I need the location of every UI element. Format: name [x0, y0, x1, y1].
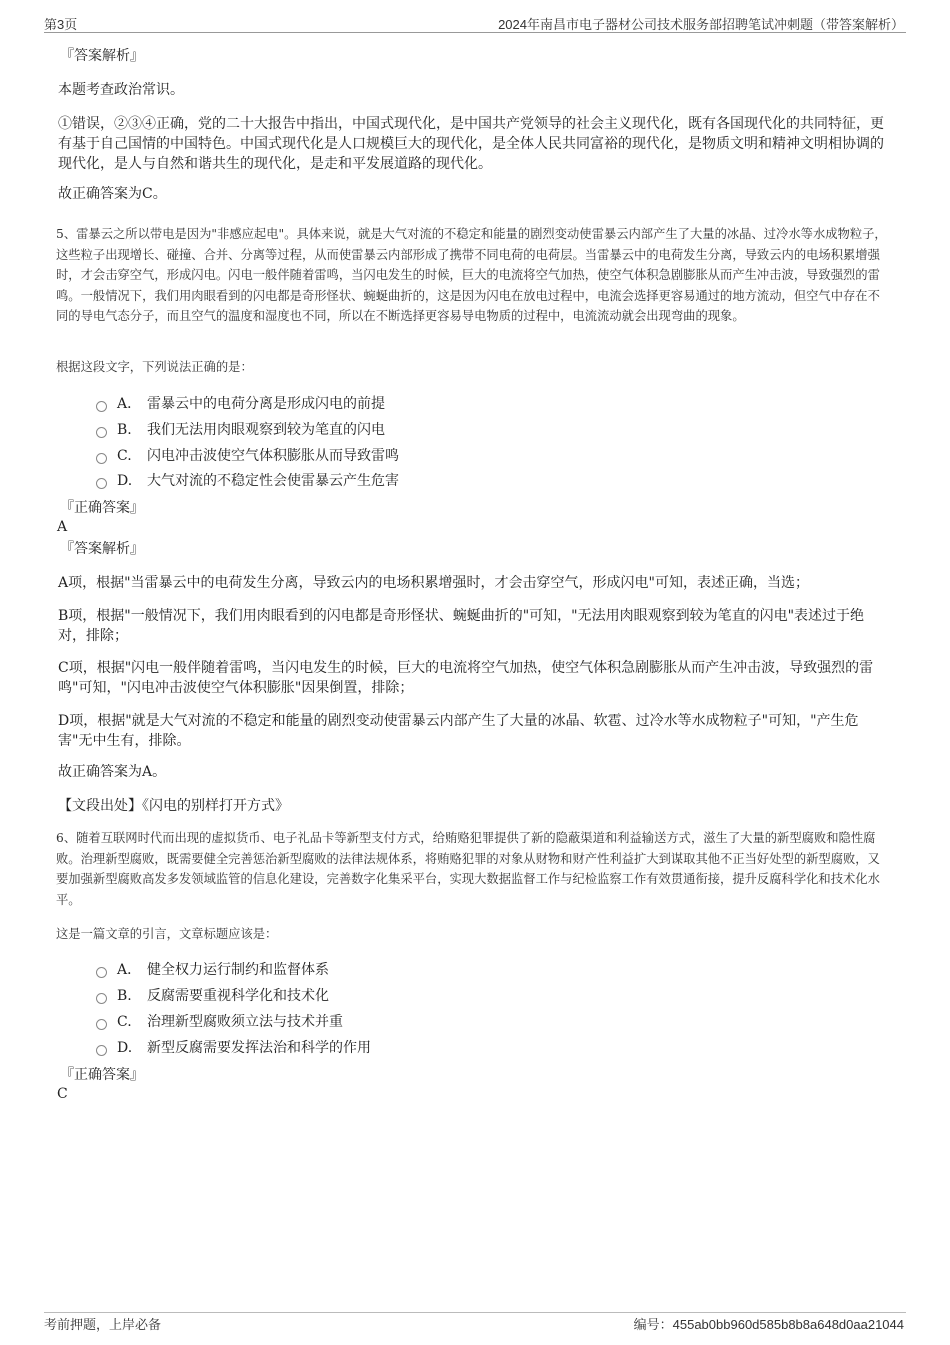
analysis-b: B项，根据"一般情况下，我们用肉眼看到的闪电都是奇形怪状、蜿蜒曲折的"可知，"无法用肉眼观察到较为笔直的闪电"表述过于绝对，排除； — [58, 608, 865, 644]
option-c[interactable]: C. 治理新型腐败须立法与技术并重 — [96, 1012, 343, 1032]
conclusion: 故正确答案为C。 — [58, 186, 167, 202]
option-a[interactable]: A． 雷暴云中的电荷分离是形成闪电的前提 — [96, 394, 385, 414]
radio-icon[interactable] — [96, 967, 107, 978]
analysis-c: C项，根据"闪电一般伴随着雷鸣，当闪电发生的时候，巨大的电流将空气加热，使空气体积急剧膨胀从而产生冲击波，导致强烈的雷鸣"可知，"闪电冲击波使空气体积膨胀"因果倒置，排除； — [58, 660, 874, 696]
analysis-text: ①错误，②③④正确，党的二十大报告中指出，中国式现代化，是中国共产党领导的社会主义现代化，既有各国现代化的共同特征，更有基于自己国情的中国特色。中国式现代化是人口规模巨大的现代化，是全体人民共同富裕的现代化，是物质文明和精神文明相协调的现代化，是人与自然和谐共生的现代化，是走和平发展道路的现代化。 — [58, 116, 884, 172]
answer-label: 『正确答案』 — [60, 1067, 144, 1083]
correct-answer: C — [57, 1086, 68, 1102]
radio-icon[interactable] — [96, 427, 107, 438]
option-d[interactable]: D. 大气对流的不稳定性会使雷暴云产生危害 — [96, 471, 399, 491]
footer-divider — [44, 1312, 906, 1313]
question-6-prompt: 这是一篇文章的引言，文章标题应该是： — [56, 927, 278, 941]
option-a[interactable]: A． 健全权力运行制约和监督体系 — [96, 960, 329, 980]
source: 【文段出处】《闪电的别样打开方式》 — [58, 798, 289, 814]
correct-answer: A — [57, 519, 68, 535]
option-c[interactable]: C. 闪电冲击波使空气体积膨胀从而导致雷鸣 — [96, 446, 399, 466]
radio-icon[interactable] — [96, 1045, 107, 1056]
analysis-label: 『答案解析』 — [60, 541, 144, 557]
radio-icon[interactable] — [96, 478, 107, 489]
conclusion: 故正确答案为A。 — [58, 764, 167, 780]
question-5-prompt: 根据这段文字，下列说法正确的是： — [56, 360, 253, 374]
radio-icon[interactable] — [96, 453, 107, 464]
option-b[interactable]: B. 我们无法用肉眼观察到较为笔直的闪电 — [96, 420, 385, 440]
footer-slogan: 考前押题，上岸必备 — [44, 1317, 162, 1332]
document-title: 2024年南昌市电子器材公司技术服务部招聘笔试冲刺题（带答案解析） — [498, 17, 904, 32]
radio-icon[interactable] — [96, 993, 107, 1004]
page-number: 第3页 — [44, 17, 78, 32]
option-b[interactable]: B. 反腐需要重视科学化和技术化 — [96, 986, 329, 1006]
option-d[interactable]: D. 新型反腐需要发挥法治和科学的作用 — [96, 1038, 371, 1058]
radio-icon[interactable] — [96, 401, 107, 412]
radio-icon[interactable] — [96, 1019, 107, 1030]
analysis-a: A项，根据"当雷暴云中的电荷发生分离，导致云内的电场积累增强时，才会击穿空气，形成闪电"可知，表述正确，当选； — [58, 575, 809, 591]
document-code: 编号：455ab0bb960d585b8b8a648d0aa21044 — [633, 1317, 904, 1332]
analysis-text: 本题考查政治常识。 — [58, 82, 184, 98]
header-divider — [44, 32, 906, 33]
analysis-label: 『答案解析』 — [60, 48, 144, 64]
question-6-stem: 6、随着互联网时代而出现的虚拟货币、电子礼品卡等新型支付方式，给贿赂犯罪提供了新的隐蔽渠道和利益输送方式，滋生了大量的新型腐败和隐性腐败。治理新型腐败，既需要健全完善惩治新型腐败的法律法规体系，将贿赂犯罪的对象从财物和财产性利益扩大到谋取其他不正当好处型的新型腐败，又要加强新型腐败高发多发领域监管的信息化建设，完善数字化集采平台，实现大数据监督工作与纪检监察工作有效贯通衔接，提升反腐科学化和技术化水平。 — [56, 831, 880, 907]
question-5-stem: 5、雷暴云之所以带电是因为"非感应起电"。具体来说，就是大气对流的不稳定和能量的剧烈变动使雷暴云内部产生了大量的冰晶、过冷水等水成物粒子，这些粒子出现增长、碰撞、合并、分离等过程，从而使雷暴云内部形成了携带不同电荷的电荷层。当雷暴云中的电荷发生分离，导致云内的电场积累增强时，才会击穿空气，形成闪电。闪电一般伴随着雷鸣，当闪电发生的时候，巨大的电流将空气加热，使空气体积急剧膨胀从而产生冲击波，导致强烈的雷鸣。一般情况下，我们用肉眼看到的闪电都是奇形怪状、蜿蜒曲折的，这是因为闪电在放电过程中，电流会选择更容易通过的地方流动，但空气中存在不同的导电气态分子，而且空气的温度和湿度也不同，所以在不断选择更容易导电物质的过程中，电流流动就会出现弯曲的现象。 — [56, 227, 887, 323]
answer-label: 『正确答案』 — [60, 500, 144, 516]
analysis-d: D项，根据"就是大气对流的不稳定和能量的剧烈变动使雷暴云内部产生了大量的冰晶、软雹、过冷水等水成物粒子"可知，"产生危害"无中生有，排除。 — [58, 713, 859, 749]
